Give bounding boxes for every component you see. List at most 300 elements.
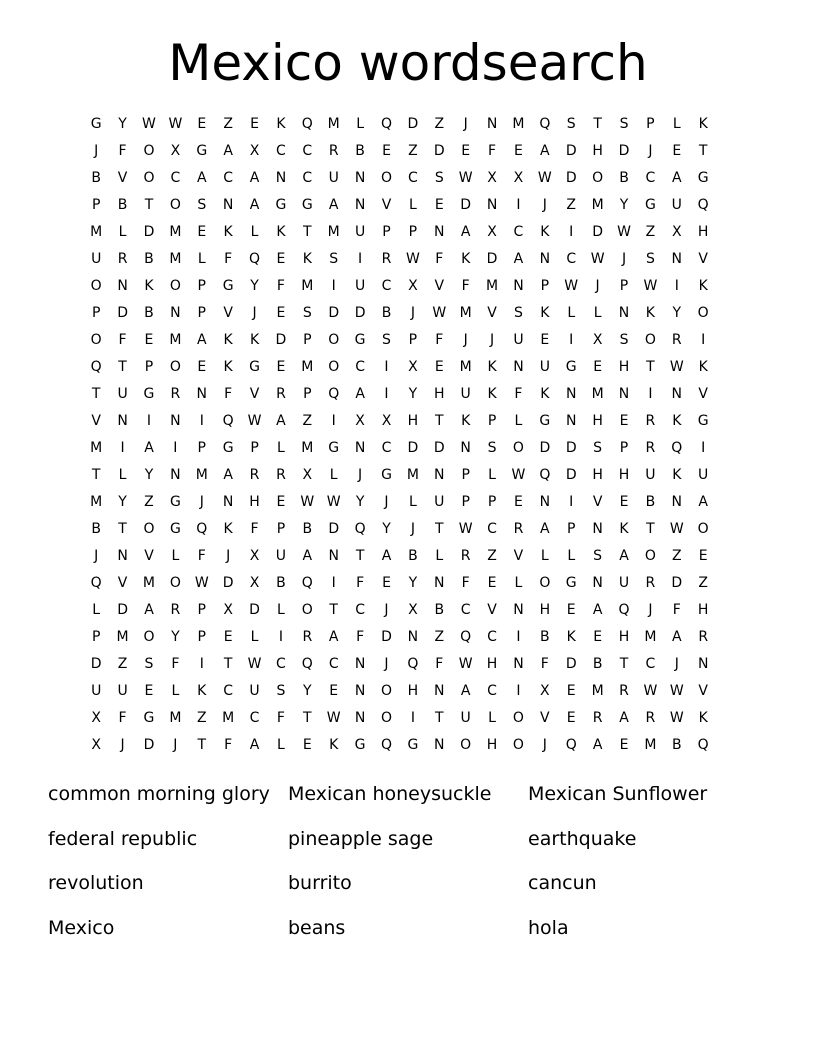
- grid-letter: C: [487, 521, 497, 537]
- grid-letter: W: [247, 413, 262, 429]
- grid-letter: U: [698, 467, 709, 483]
- grid-letter: C: [276, 143, 286, 159]
- grid-letter: X: [302, 467, 313, 483]
- grid-letter: E: [593, 359, 603, 375]
- grid-letter: L: [197, 251, 206, 267]
- grid-letter: H: [486, 737, 498, 753]
- grid-letter: K: [698, 710, 708, 726]
- grid-letter: K: [645, 305, 655, 321]
- grid-letter: K: [672, 413, 682, 429]
- grid-letter: L: [514, 413, 523, 429]
- grid-letter: S: [645, 251, 655, 267]
- grid-letter: Q: [539, 116, 551, 132]
- grid-letter: N: [196, 386, 207, 402]
- grid-letter: Z: [144, 494, 154, 510]
- grid-letter: P: [303, 386, 312, 402]
- grid-letter: V: [249, 386, 260, 402]
- grid-letter: J: [199, 494, 204, 510]
- grid-letter: N: [170, 413, 181, 429]
- grid-letter: E: [302, 737, 312, 753]
- grid-letter: A: [592, 737, 603, 753]
- grid-letter: G: [90, 116, 102, 132]
- grid-letter: D: [486, 251, 498, 267]
- grid-letter: A: [672, 170, 682, 186]
- grid-letter: E: [566, 602, 576, 618]
- grid-letter: E: [540, 332, 550, 348]
- grid-letter: X: [249, 548, 260, 564]
- grid-letter: X: [170, 143, 181, 159]
- grid-letter: G: [644, 197, 656, 213]
- grid-letter: W: [643, 278, 658, 294]
- grid-letter: Z: [223, 116, 233, 132]
- grid-letter: C: [170, 170, 181, 186]
- grid-letter: V: [117, 575, 128, 591]
- grid-letter: N: [592, 521, 603, 537]
- grid-letter: F: [356, 629, 365, 645]
- grid-letter: F: [118, 143, 127, 159]
- grid-letter: X: [513, 170, 524, 186]
- grid-letter: L: [250, 224, 259, 240]
- grid-letter: C: [276, 656, 286, 672]
- grid-letter: T: [91, 467, 101, 483]
- grid-letter: W: [168, 116, 183, 132]
- grid-letter: K: [329, 737, 339, 753]
- grid-letter: C: [566, 251, 577, 267]
- grid-letter: R: [645, 575, 656, 591]
- grid-letter: E: [144, 683, 154, 699]
- grid-letter: E: [434, 359, 444, 375]
- grid-letter: P: [197, 305, 206, 321]
- grid-letter: M: [142, 575, 156, 591]
- grid-letter: U: [328, 170, 339, 186]
- grid-letter: J: [410, 521, 415, 537]
- grid-letter: E: [514, 143, 523, 159]
- grid-letter: T: [355, 548, 365, 564]
- grid-letter: Q: [539, 467, 551, 483]
- grid-letter: F: [435, 251, 444, 267]
- grid-letter: Q: [301, 656, 313, 672]
- grid-letter: W: [458, 656, 473, 672]
- grid-letter: N: [671, 494, 683, 510]
- grid-letter: I: [674, 278, 679, 294]
- grid-row: [83, 300, 716, 327]
- grid-letter: L: [277, 440, 285, 456]
- grid-letter: A: [619, 710, 629, 726]
- grid-row: [83, 624, 716, 651]
- grid-letter: G: [354, 332, 366, 348]
- grid-letter: N: [618, 386, 630, 402]
- grid-letter: J: [489, 332, 495, 348]
- grid-letter: O: [539, 575, 551, 591]
- grid-letter: A: [540, 143, 550, 159]
- grid-letter: N: [671, 251, 683, 267]
- grid-letter: P: [382, 224, 391, 240]
- grid-letter: M: [169, 224, 182, 240]
- grid-letter: J: [542, 737, 547, 753]
- grid-letter: V: [698, 683, 708, 699]
- grid-letter: F: [118, 332, 127, 348]
- grid-letter: A: [698, 494, 708, 510]
- grid-letter: I: [199, 413, 204, 429]
- grid-letter: P: [250, 440, 259, 456]
- grid-letter: O: [301, 602, 313, 618]
- grid-letter: Y: [250, 278, 259, 294]
- grid-letter: B: [355, 143, 365, 159]
- grid-letter: G: [565, 575, 577, 591]
- grid-letter: P: [487, 413, 497, 429]
- grid-row: [83, 651, 716, 678]
- grid-letter: J: [463, 332, 468, 348]
- grid-letter: U: [117, 683, 128, 699]
- grid-letter: B: [592, 656, 603, 672]
- grid-letter: D: [222, 575, 234, 591]
- grid-letter: W: [326, 710, 341, 726]
- grid-letter: P: [540, 278, 550, 294]
- grid-letter: I: [569, 494, 574, 510]
- grid-letter: F: [435, 656, 444, 672]
- grid-letter: B: [381, 305, 392, 321]
- grid-row: [83, 381, 716, 408]
- grid-letter: U: [249, 683, 260, 699]
- grid-letter: K: [223, 332, 233, 348]
- grid-letter: P: [144, 359, 154, 375]
- grid-letter: B: [540, 629, 550, 645]
- grid-letter: T: [118, 521, 127, 537]
- grid-letter: B: [645, 494, 656, 510]
- grid-letter: B: [619, 170, 629, 186]
- grid-letter: X: [381, 413, 392, 429]
- grid-letter: V: [487, 305, 497, 321]
- grid-letter: F: [276, 278, 285, 294]
- grid-letter: S: [566, 116, 576, 132]
- grid-letter: R: [645, 710, 656, 726]
- grid-letter: Y: [408, 575, 418, 591]
- grid-letter: C: [381, 278, 392, 294]
- word-list-item: common morning glory: [48, 783, 270, 805]
- grid-letter: J: [410, 305, 415, 321]
- grid-letter: D: [275, 332, 287, 348]
- grid-letter: J: [384, 494, 389, 510]
- grid-letter: E: [566, 710, 576, 726]
- grid-letter: M: [591, 197, 604, 213]
- grid-letter: Z: [645, 224, 656, 240]
- grid-letter: P: [487, 494, 497, 510]
- grid-letter: Y: [672, 305, 682, 321]
- grid-letter: Q: [301, 116, 313, 132]
- grid-letter: C: [328, 656, 339, 672]
- grid-letter: K: [223, 359, 233, 375]
- grid-letter: E: [144, 332, 154, 348]
- grid-letter: N: [671, 386, 683, 402]
- grid-letter: L: [435, 548, 444, 564]
- grid-letter: X: [223, 602, 233, 618]
- grid-letter: O: [143, 629, 155, 645]
- grid-letter: N: [275, 170, 287, 186]
- grid-letter: H: [697, 602, 709, 618]
- grid-letter: I: [146, 413, 152, 429]
- grid-letter: R: [592, 710, 603, 726]
- grid-letter: G: [328, 440, 340, 456]
- grid-letter: L: [118, 224, 127, 240]
- grid-letter: K: [566, 629, 576, 645]
- grid-letter: L: [514, 575, 523, 591]
- grid-letter: J: [173, 737, 178, 753]
- grid-letter: Q: [565, 737, 577, 753]
- grid-letter: J: [384, 602, 389, 618]
- grid-letter: D: [354, 305, 366, 321]
- grid-row: [83, 111, 716, 138]
- grid-letter: K: [276, 116, 286, 132]
- grid-letter: Q: [354, 521, 366, 537]
- grid-letter: M: [591, 386, 604, 402]
- grid-letter: M: [459, 305, 472, 321]
- grid-letter: Q: [380, 737, 392, 753]
- grid-letter: M: [301, 278, 314, 294]
- grid-letter: L: [540, 548, 549, 564]
- grid-letter: E: [276, 305, 286, 321]
- grid-letter: N: [170, 467, 181, 483]
- grid-letter: R: [645, 413, 656, 429]
- grid-letter: O: [169, 197, 181, 213]
- grid-letter: V: [698, 251, 708, 267]
- grid-letter: N: [513, 359, 524, 375]
- grid-letter: T: [646, 521, 655, 537]
- grid-letter: A: [672, 629, 682, 645]
- grid-letter: W: [617, 224, 631, 240]
- grid-letter: E: [593, 629, 603, 645]
- grid-letter: M: [486, 278, 499, 294]
- grid-letter: O: [697, 521, 709, 537]
- grid-letter: W: [300, 494, 315, 510]
- grid-letter: F: [540, 656, 549, 672]
- grid-letter: K: [698, 116, 708, 132]
- grid-letter: H: [539, 602, 551, 618]
- grid-letter: N: [434, 224, 445, 240]
- grid-letter: N: [592, 575, 603, 591]
- grid-letter: D: [328, 521, 340, 537]
- grid-letter: V: [144, 548, 154, 564]
- grid-letter: Z: [117, 656, 128, 672]
- grid-letter: M: [301, 440, 314, 456]
- grid-letter: W: [194, 575, 209, 591]
- grid-letter: F: [224, 386, 233, 402]
- grid-letter: I: [516, 629, 521, 645]
- grid-letter: H: [592, 143, 603, 159]
- grid-letter: A: [355, 386, 365, 402]
- grid-letter: W: [405, 251, 420, 267]
- grid-letter: A: [144, 602, 154, 618]
- grid-letter: X: [91, 710, 101, 726]
- grid-row: [83, 732, 716, 759]
- grid-letter: E: [276, 494, 286, 510]
- grid-letter: V: [592, 494, 603, 510]
- grid-letter: M: [195, 467, 208, 483]
- grid-row: [83, 543, 716, 570]
- grid-letter: T: [646, 359, 655, 375]
- grid-letter: B: [434, 602, 445, 618]
- grid-letter: A: [276, 413, 286, 429]
- grid-letter: N: [222, 197, 234, 213]
- grid-letter: M: [90, 440, 103, 456]
- grid-letter: S: [276, 683, 286, 699]
- grid-letter: I: [173, 440, 178, 456]
- grid-letter: E: [329, 683, 339, 699]
- grid-letter: A: [249, 170, 260, 186]
- grid-letter: T: [303, 710, 312, 726]
- grid-letter: S: [302, 305, 312, 321]
- grid-letter: X: [408, 278, 418, 294]
- grid-letter: N: [434, 737, 445, 753]
- grid-letter: H: [618, 629, 630, 645]
- grid-letter: L: [277, 602, 285, 618]
- grid-letter: I: [384, 386, 389, 402]
- grid-letter: E: [434, 197, 444, 213]
- grid-letter: Z: [302, 413, 313, 429]
- grid-letter: L: [250, 629, 259, 645]
- grid-letter: B: [91, 521, 101, 537]
- grid-letter: A: [328, 197, 339, 213]
- grid-letter: I: [516, 197, 521, 213]
- grid-letter: H: [486, 656, 498, 672]
- grid-letter: X: [487, 170, 497, 186]
- grid-letter: V: [117, 170, 128, 186]
- grid-letter: H: [618, 467, 630, 483]
- grid-letter: E: [698, 548, 708, 564]
- grid-letter: N: [434, 683, 445, 699]
- grid-letter: K: [672, 467, 682, 483]
- grid-letter: T: [434, 413, 444, 429]
- grid-letter: E: [382, 143, 391, 159]
- grid-letter: D: [433, 440, 445, 456]
- grid-letter: O: [380, 710, 392, 726]
- grid-letter: X: [355, 413, 365, 429]
- grid-letter: J: [542, 197, 547, 213]
- grid-letter: A: [144, 440, 154, 456]
- grid-letter: N: [117, 413, 128, 429]
- grid-letter: V: [487, 602, 497, 618]
- grid-letter: L: [118, 467, 127, 483]
- grid-letter: V: [91, 413, 101, 429]
- grid-letter: M: [591, 683, 604, 699]
- grid-letter: S: [514, 305, 523, 321]
- grid-letter: X: [408, 602, 418, 618]
- grid-letter: C: [460, 602, 471, 618]
- grid-letter: C: [355, 359, 365, 375]
- grid-letter: F: [514, 386, 523, 402]
- grid-letter: G: [143, 710, 155, 726]
- grid-letter: J: [358, 467, 363, 483]
- grid-letter: G: [301, 197, 313, 213]
- grid-letter: P: [197, 602, 206, 618]
- grid-letter: N: [354, 656, 366, 672]
- grid-row: [83, 678, 716, 705]
- grid-letter: N: [407, 629, 419, 645]
- grid-row: [83, 705, 716, 732]
- grid-letter: I: [120, 440, 125, 456]
- grid-letter: C: [223, 683, 234, 699]
- grid-letter: D: [565, 467, 577, 483]
- grid-letter: P: [619, 278, 629, 294]
- grid-letter: A: [513, 251, 524, 267]
- grid-letter: X: [671, 224, 682, 240]
- grid-letter: S: [593, 548, 603, 564]
- grid-letter: D: [565, 143, 577, 159]
- grid-letter: J: [463, 116, 468, 132]
- grid-letter: A: [619, 548, 629, 564]
- grid-letter: P: [646, 116, 655, 132]
- grid-letter: Q: [671, 440, 683, 456]
- grid-letter: X: [408, 359, 418, 375]
- grid-letter: Z: [408, 143, 418, 159]
- grid-letter: E: [250, 116, 259, 132]
- grid-row: [83, 516, 716, 543]
- grid-letter: S: [434, 170, 444, 186]
- grid-letter: Q: [222, 413, 234, 429]
- grid-letter: E: [672, 143, 682, 159]
- grid-letter: P: [408, 224, 418, 240]
- grid-letter: F: [461, 278, 470, 294]
- grid-letter: G: [196, 143, 208, 159]
- grid-letter: O: [328, 359, 340, 375]
- grid-letter: U: [354, 224, 366, 240]
- grid-letter: I: [569, 332, 574, 348]
- grid-letter: D: [407, 116, 419, 132]
- grid-letter: L: [488, 710, 496, 726]
- grid-letter: R: [249, 467, 260, 483]
- grid-letter: C: [645, 656, 656, 672]
- grid-letter: A: [460, 224, 471, 240]
- grid-letter: E: [619, 737, 629, 753]
- grid-letter: F: [224, 737, 233, 753]
- grid-letter: B: [276, 575, 286, 591]
- grid-letter: O: [380, 683, 392, 699]
- grid-row: [83, 354, 716, 381]
- grid-letter: I: [331, 278, 336, 294]
- grid-letter: W: [537, 170, 552, 186]
- grid-letter: M: [301, 359, 314, 375]
- grid-letter: N: [460, 440, 471, 456]
- grid-letter: I: [384, 359, 389, 375]
- grid-letter: G: [249, 359, 260, 375]
- grid-letter: M: [327, 224, 340, 240]
- grid-letter: G: [169, 521, 181, 537]
- grid-letter: Q: [618, 602, 630, 618]
- grid-letter: L: [672, 116, 681, 132]
- grid-letter: I: [701, 440, 706, 456]
- grid-letter: D: [143, 737, 155, 753]
- grid-letter: U: [618, 575, 630, 591]
- grid-letter: D: [143, 224, 155, 240]
- grid-letter: F: [488, 143, 497, 159]
- grid-letter: U: [91, 251, 102, 267]
- grid-letter: D: [328, 305, 340, 321]
- grid-letter: R: [276, 467, 286, 483]
- word-list-item: revolution: [48, 872, 144, 894]
- grid-letter: F: [197, 548, 206, 564]
- grid-letter: K: [619, 521, 629, 537]
- grid-letter: E: [276, 359, 286, 375]
- grid-letter: L: [567, 548, 576, 564]
- grid-letter: Y: [408, 386, 418, 402]
- grid-letter: I: [701, 332, 706, 348]
- grid-letter: C: [487, 629, 497, 645]
- grid-letter: X: [540, 683, 550, 699]
- grid-letter: G: [697, 413, 709, 429]
- grid-letter: F: [461, 575, 470, 591]
- grid-letter: R: [276, 386, 286, 402]
- grid-letter: Q: [697, 737, 709, 753]
- grid-letter: U: [117, 386, 128, 402]
